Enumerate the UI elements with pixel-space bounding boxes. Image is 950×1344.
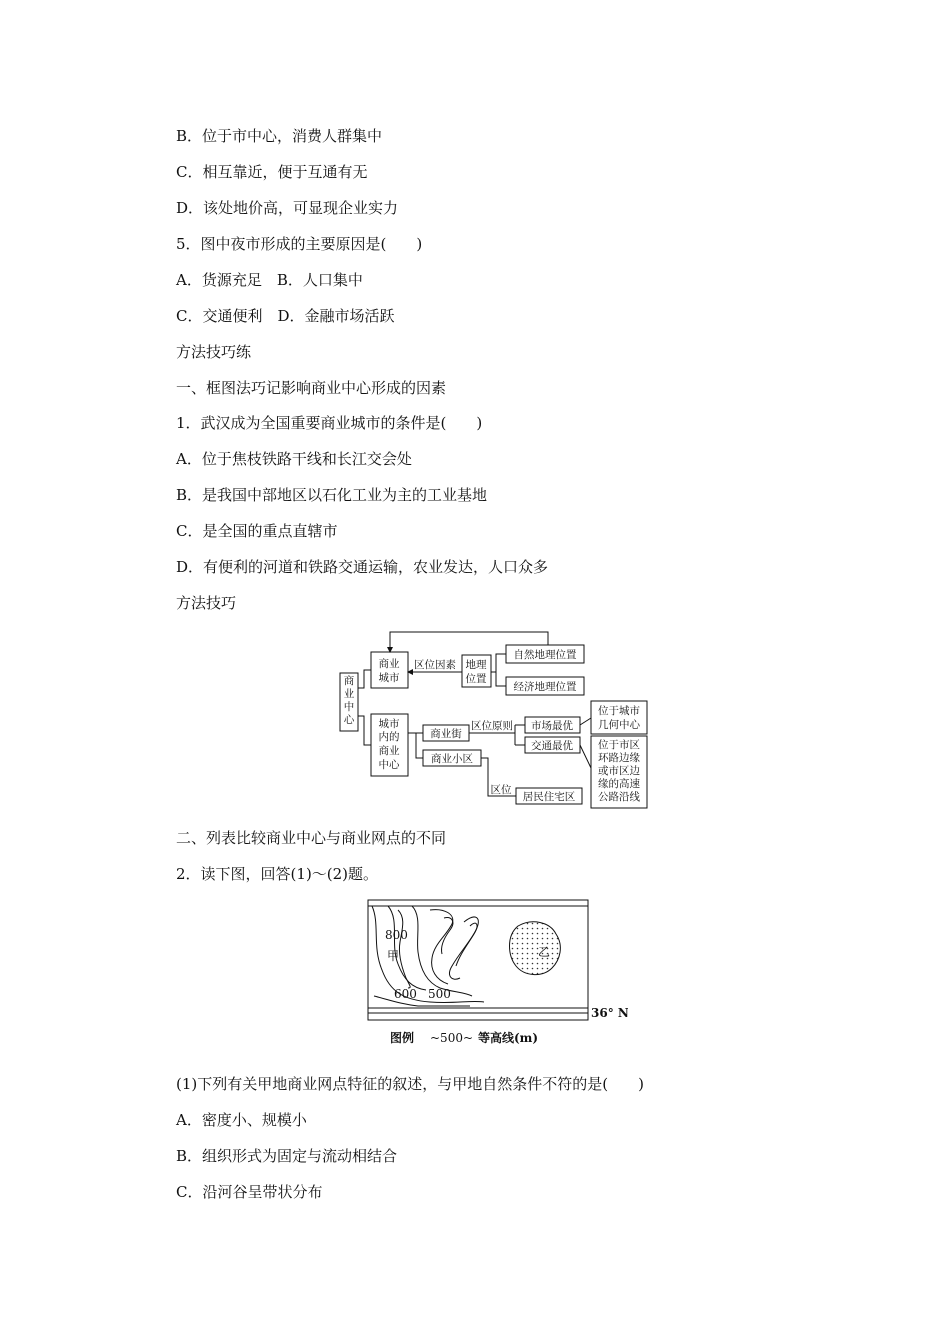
city-line-1: 商业	[378, 658, 400, 670]
option-d-q4: D．该处地价高，可显现企业实力	[176, 199, 399, 217]
option-b-q4: B．位于市中心，消费人群集中	[176, 127, 383, 145]
natural-position-label: 自然地理位置	[513, 649, 577, 661]
ring-road-line-5: 公路沿线	[598, 791, 640, 803]
legend-title: 图例	[390, 1031, 415, 1045]
geo-position-line-1: 地理	[465, 659, 487, 671]
option-a-sub1: A．密度小、规模小	[176, 1111, 307, 1129]
ring-road-line-4: 缘的高速	[598, 778, 640, 790]
option-c-sub1: C．沿河谷呈带状分布	[176, 1183, 323, 1201]
option-a-q1: A．位于焦枝铁路干线和长江交会处	[176, 450, 412, 468]
contour-line	[388, 906, 426, 990]
residential-label: 居民住宅区	[522, 791, 576, 803]
settlement-area	[510, 922, 561, 975]
root-char-3: 中	[343, 701, 355, 713]
flowchart-diagram	[338, 628, 650, 812]
site-yi-label: 乙	[538, 945, 551, 959]
legend-text: 等高线(m)	[478, 1031, 539, 1045]
question-1: 1．武汉成为全国重要商业城市的条件是( )	[176, 414, 483, 432]
legend-symbol: ~500~	[430, 1031, 474, 1045]
location-factor-label: 区位因素	[414, 659, 456, 671]
options-ab-q5: A．货源充足 B．人口集中	[176, 271, 363, 289]
question-2: 2．读下图，回答(1)～(2)题。	[176, 865, 379, 883]
elevation-500-label: 500	[428, 987, 451, 1001]
internal-line-2: 内的	[378, 731, 400, 743]
economic-position-label: 经济地理位置	[513, 681, 577, 693]
option-c-q4: C．相互靠近，便于互通有无	[176, 163, 368, 181]
option-b-sub1: B．组织形式为固定与流动相结合	[176, 1147, 398, 1165]
contour-map	[360, 896, 628, 1054]
internal-line-1: 城市	[378, 718, 400, 730]
location-label: 区位	[490, 784, 512, 796]
sub-question-1: (1)下列有关甲地商业网点特征的叙述，与甲地自然条件不符的是( )	[176, 1075, 644, 1093]
option-c-q1: C．是全国的重点直辖市	[176, 522, 338, 540]
section-heading: 方法技巧练	[176, 343, 252, 361]
small-district-label: 商业小区	[431, 753, 473, 765]
ring-road-line-3: 或市区边	[598, 765, 640, 777]
latitude-label: 36° N	[591, 1006, 628, 1020]
root-char-1: 商	[343, 675, 355, 687]
principle-label: 区位原则	[471, 720, 513, 732]
site-jia-label: 甲	[387, 949, 400, 963]
option-d-q1: D．有便利的河道和铁路交通运输，农业发达，人口众多	[176, 558, 549, 576]
subsection-heading-1: 一、框图法巧记影响商业中心形成的因素	[176, 379, 447, 397]
traffic-best-label: 交通最优	[531, 740, 573, 752]
geo-position-line-2: 位置	[465, 673, 487, 685]
question-5: 5．图中夜市形成的主要原因是( )	[176, 235, 423, 253]
root-char-4: 心	[343, 714, 355, 726]
internal-line-3: 商业	[378, 745, 400, 757]
market-best-label: 市场最优	[531, 720, 573, 732]
contour-line	[441, 918, 452, 954]
elevation-800-label: 800	[385, 928, 408, 942]
options-cd-q5: C．交通便利 D．金融市场活跃	[176, 307, 395, 325]
subsection-heading-2: 二、列表比较商业中心与商业网点的不同	[176, 829, 447, 847]
ring-road-line-2: 环路边缘	[598, 752, 640, 764]
option-b-q1: B．是我国中部地区以石化工业为主的工业基地	[176, 486, 488, 504]
method-heading: 方法技巧	[176, 594, 237, 612]
root-char-2: 业	[343, 688, 355, 700]
street-label: 商业街	[430, 728, 462, 740]
elevation-600-label: 600	[394, 987, 417, 1001]
geo-center-line-1: 位于城市	[598, 705, 640, 717]
ring-road-line-1: 位于市区	[598, 739, 640, 751]
geo-center-line-2: 几何中心	[598, 719, 640, 731]
city-line-2: 城市	[378, 672, 400, 684]
contour-line	[450, 917, 479, 979]
internal-line-4: 中心	[378, 759, 400, 771]
